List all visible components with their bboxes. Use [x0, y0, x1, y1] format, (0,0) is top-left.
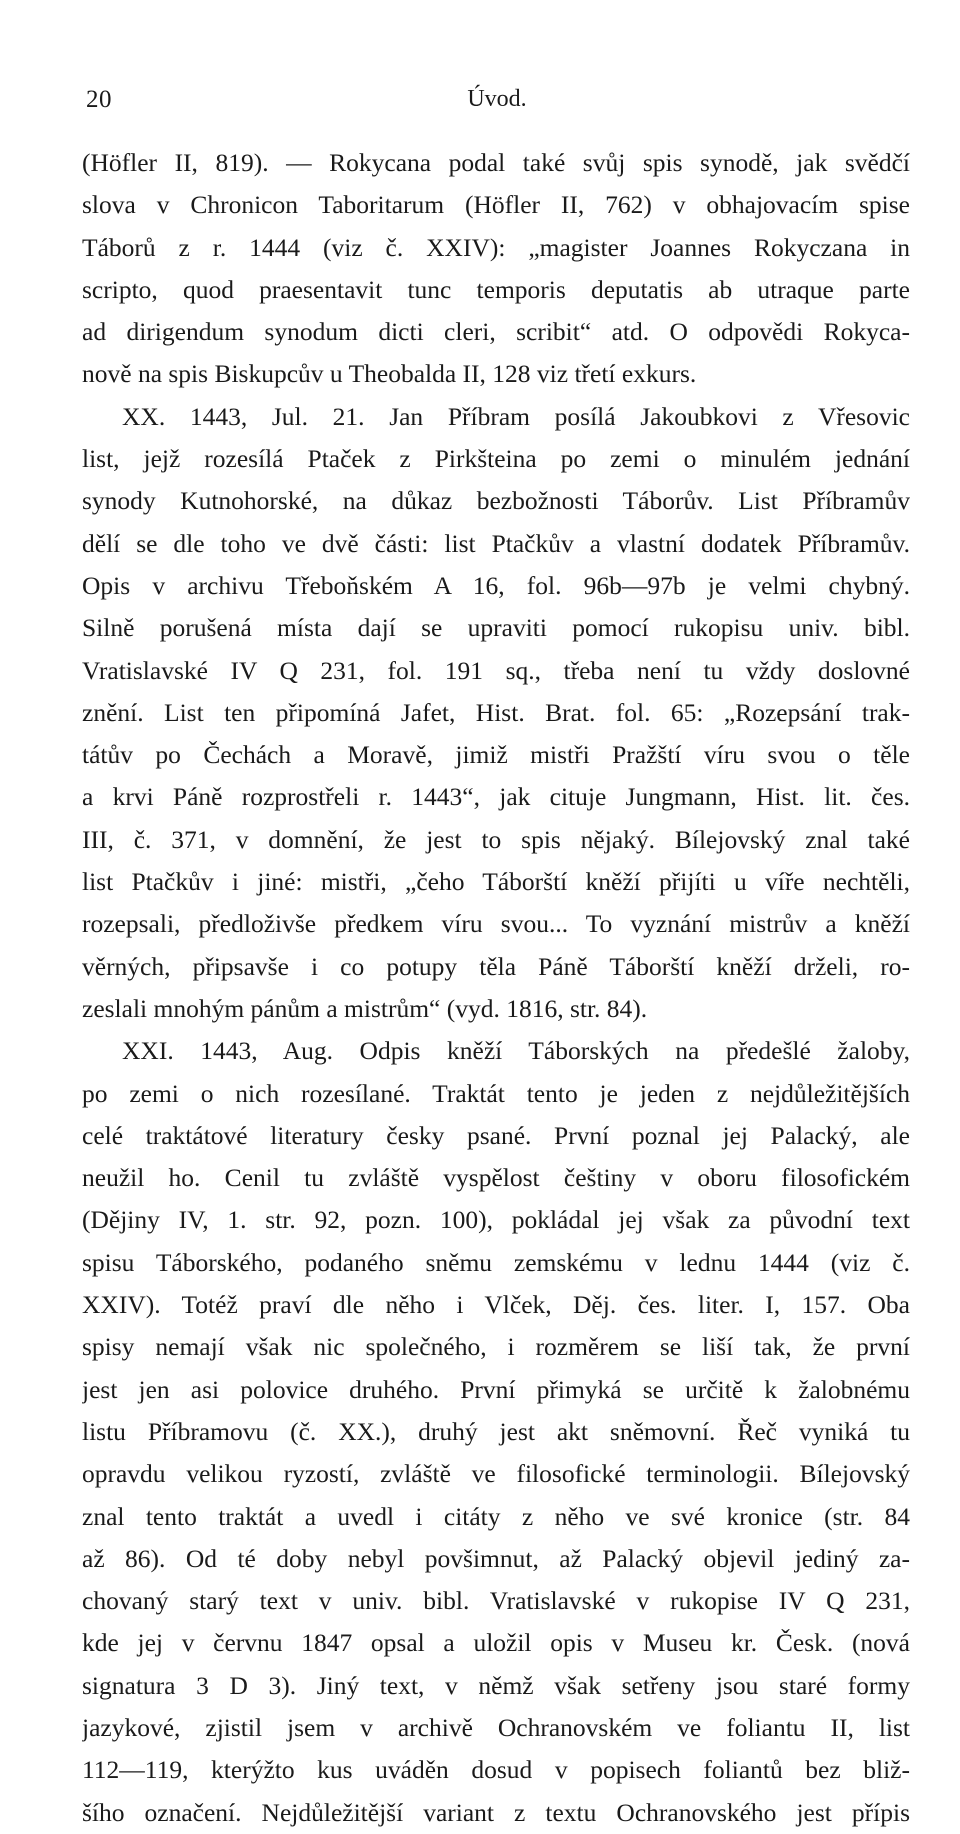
- text-line: Táborů z r. 1444 (viz č. XXIV): „magister Joannes Rokyczana in: [82, 232, 910, 262]
- text-line: dělí se dle toho ve dvě části: list Ptačkův a vlastní dodatek Příbramův.: [82, 528, 910, 558]
- text-line: až 86). Od té doby nebyl povšimnut, až Palacký objevil jediný za-: [82, 1543, 910, 1573]
- text-line: po zemi o nich rozesílané. Traktát tento je jeden z nejdůležitějších: [82, 1078, 910, 1108]
- text-line: nově na spis Biskupcův u Theobalda II, 128 viz třetí exkurs.: [82, 359, 697, 389]
- text-line: tátův po Čechách a Moravě, jimiž mistři Pražští víru svou o těle: [82, 740, 910, 770]
- text-line: scripto, quod praesentavit tunc temporis deputatis ab utraque parte: [82, 274, 910, 304]
- text-line: chovaný starý text v univ. bibl. Vratislavské v rukopise IV Q 231,: [82, 1586, 910, 1616]
- text-line: věrných, připsavše i co potupy těla Páně Táborští kněží drželi, ro-: [82, 951, 910, 981]
- text-line: signatura 3 D 3). Jiný text, v němž však setřeny jsou staré formy: [82, 1670, 910, 1700]
- text-line: XXIV). Totéž praví dle něho i Vlček, Děj. čes. liter. I, 157. Oba: [82, 1290, 910, 1320]
- body-text: [82, 142, 910, 1834]
- text-line: (Dějiny IV, 1. str. 92, pozn. 100), pokládal jej však za původní text: [82, 1205, 910, 1235]
- text-line: listu Příbramovu (č. XX.), druhý jest akt sněmovní. Řeč vyniká tu: [82, 1416, 910, 1446]
- text-line: Opis v archivu Třeboňském A 16, fol. 96b—97b je velmi chybný.: [82, 570, 910, 600]
- page-number: 20: [86, 86, 112, 113]
- text-line: list Ptačkův i jiné: mistři, „čeho Táborští kněží přijíti u víře nechtěli,: [82, 867, 910, 897]
- text-line: znění. List ten připomíná Jafet, Hist. Brat. fol. 65: „Rozepsání trak-: [82, 697, 910, 727]
- page-header: [82, 86, 912, 126]
- text-line: rozepsali, předloživše předkem víru svou... To vyznání mistrův a kněží: [82, 909, 910, 939]
- text-line: Silně porušená místa dají se upraviti pomocí rukopisu univ. bibl.: [82, 613, 910, 643]
- text-line: kde jej v červnu 1847 opsal a uložil opis v Museu kr. Česk. (nová: [82, 1628, 910, 1658]
- text-line: (Höfler II, 819). — Rokycana podal také svůj spis synodě, jak svědčí: [82, 148, 910, 177]
- text-line: jest jen asi polovice druhého. První přimyká se určitě k žalobnému: [82, 1374, 910, 1404]
- text-line: spisu Táborského, podaného sněmu zemskému v lednu 1444 (viz č.: [82, 1247, 910, 1277]
- text-line: list, jejž rozesílá Ptaček z Pirkšteina po zemi o minulém jednání: [82, 444, 910, 474]
- text-line: opravdu velikou ryzostí, zvláště ve filosofické terminologii. Bílejovský: [82, 1459, 910, 1489]
- text-line: XXI. 1443, Aug. Odpis kněží Táborských na předešlé žaloby,: [122, 1036, 910, 1066]
- text-line: ad dirigendum synodum dicti cleri, scribit“ atd. O odpovědi Rokyca-: [82, 317, 910, 347]
- text-line: XX. 1443, Jul. 21. Jan Příbram posílá Jakoubkovi z Vřesovic: [122, 401, 910, 431]
- text-line: neužil ho. Cenil tu zvláště vyspělost češtiny v oboru filosofickém: [82, 1163, 910, 1193]
- text-line: celé traktátové literatury česky psané. První poznal jej Palacký, ale: [82, 1120, 910, 1150]
- text-line: III, č. 371, v domnění, že jest to spis nějaký. Bílejovský znal také: [82, 824, 910, 854]
- text-line: jazykové, zjistil jsem v archivě Ochranovském ve foliantu II, list: [82, 1712, 910, 1742]
- text-line: a krvi Páně rozprostřeli r. 1443“, jak cituje Jungmann, Hist. lit. čes.: [82, 782, 910, 812]
- text-line: synody Kutnohorské, na důkaz bezbožnosti Táborův. List Příbramův: [82, 486, 910, 516]
- text-line: zeslali mnohým pánům a mistrům“ (vyd. 1816, str. 84).: [82, 993, 648, 1023]
- text-line: znal tento traktát a uvedl i citáty z něho ve své kronice (str. 84: [82, 1501, 910, 1531]
- running-head: Úvod.: [467, 86, 527, 112]
- text-line: spisy nemají však nic společného, i rozměrem se liší tak, že první: [82, 1332, 910, 1362]
- text-line: šího označení. Nejdůležitější variant z textu Ochranovského jest přípis: [82, 1797, 910, 1827]
- text-line: slova v Chronicon Taboritarum (Höfler II, 762) v obhajovacím spise: [82, 190, 910, 220]
- text-line: 112—119, kterýžto kus uváděn dosud v popisech foliantů bez bliž-: [82, 1755, 910, 1785]
- text-line: Vratislavské IV Q 231, fol. 191 sq., třeba není tu vždy doslovné: [82, 655, 910, 685]
